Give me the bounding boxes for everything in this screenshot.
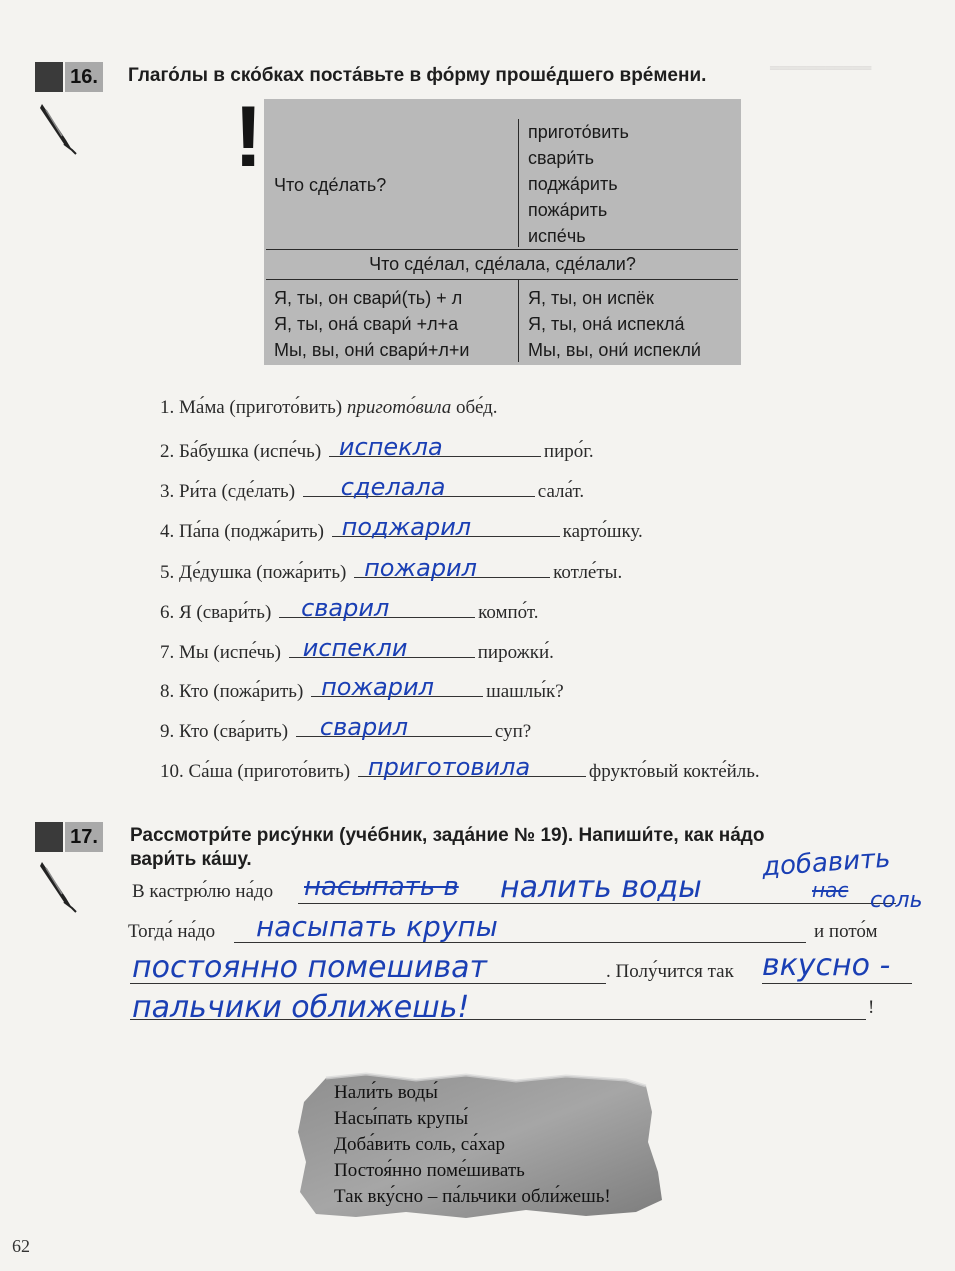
table-divider-vertical [518, 280, 519, 362]
verb: испе́чь [528, 226, 586, 246]
handwritten-answer: налить воды [500, 870, 702, 905]
past-form: Я, ты, он свари́(ть) + л [274, 288, 463, 308]
recipe-step: Нали́ть воды́ [334, 1082, 438, 1103]
handwritten-answer: испекла [338, 433, 443, 461]
handwritten-answer: приготовила [367, 753, 531, 781]
struck-handwriting: насыпать в [304, 872, 459, 902]
pen-icon [36, 100, 80, 156]
exercise-item [160, 634, 554, 665]
item-suffix: суп? [494, 721, 532, 742]
table-divider-horizontal [266, 249, 738, 250]
pen-icon [36, 858, 80, 914]
verb: пригото́вить [528, 122, 629, 142]
past-forms-left [274, 285, 469, 363]
past-form: Я, ты, он испёк [528, 288, 654, 308]
exercise-item [160, 513, 643, 544]
exercise-item [160, 554, 623, 585]
past-form: Мы, вы, они́ испекли́ [528, 340, 701, 360]
table-divider-vertical [518, 119, 519, 247]
exclamation-icon: ! [234, 89, 263, 185]
handwritten-answer: сварил [319, 713, 409, 741]
line-2-suffix: и пото́м [814, 921, 878, 942]
handwritten-answer: пожарил [364, 554, 477, 582]
answer-field[interactable] [358, 753, 586, 781]
handwritten-answer: насыпать крупы [256, 910, 498, 943]
exercise-item [160, 433, 594, 464]
recipe-step: Постоя́нно поме́шивать [334, 1160, 525, 1181]
recipe-step: Так вку́сно – па́льчики обли́жешь! [334, 1186, 611, 1207]
verb: пожа́рить [528, 200, 608, 220]
instruction-line: вари́ть ка́шу. [130, 849, 252, 870]
instruction-line: Рассмотри́те рису́нки (уче́бник, зада́ние № 19). Напиши́те, как на́до [130, 825, 765, 846]
answer-field[interactable] [329, 433, 541, 461]
item-prefix: 6. Я (свари́ть) [160, 602, 272, 623]
exercise-17-instruction [130, 824, 764, 872]
exercise-item [160, 713, 532, 744]
answer-field[interactable] [303, 473, 535, 501]
item-suffix: пиро́г. [543, 441, 594, 462]
table-divider-horizontal [266, 279, 738, 280]
item-prefix: 5. Де́душка (пожа́рить) [160, 562, 347, 583]
bleed-through-text: ═══════════ [770, 60, 872, 75]
handwritten-answer: испекли [302, 634, 408, 662]
item-suffix: компо́т. [478, 602, 539, 623]
exercise-item [160, 396, 498, 420]
question-infinitive: Что сде́лать? [274, 175, 387, 195]
past-form: Я, ты, она́ свари́ +л+а [274, 314, 459, 334]
recipe-step: Насы́пать крупы́ [334, 1108, 469, 1129]
exercise-16-instruction: Глаго́лы в ско́бках поста́вьте в фо́рму проше́дшего вре́мени. [128, 65, 707, 86]
question-past: Что сде́лал, сде́лала, сде́лали? [369, 254, 636, 274]
line-1-prefix: В кастрю́лю на́до [132, 881, 274, 902]
item-prefix: 10. Са́ша (пригото́вить) [160, 761, 351, 782]
exercise-item [160, 594, 539, 625]
item-suffix: сала́т. [537, 481, 585, 502]
handwritten-insertion: добавить [761, 843, 892, 883]
item-example: пригото́вила [346, 397, 452, 418]
verb: поджа́рить [528, 174, 618, 194]
handwritten-answer: пальчики оближешь! [132, 990, 470, 1025]
grammar-table [264, 99, 741, 365]
exercise-16-number: 16. [65, 62, 103, 92]
item-suffix: пирожки́. [477, 642, 554, 663]
answer-field[interactable] [279, 594, 475, 622]
handwritten-answer: вкусно - [762, 948, 891, 983]
item-suffix: фрукто́вый кокте́йль. [588, 761, 760, 782]
exercise-item [160, 473, 585, 504]
page-number: 62 [12, 1236, 30, 1256]
line-3-middle: . Полу́чится так [606, 961, 734, 982]
exercise-17-number: 17. [65, 822, 103, 852]
handwritten-answer: сварил [301, 594, 390, 622]
answer-field[interactable] [296, 713, 492, 741]
line-2-prefix: Тогда́ на́до [128, 921, 216, 942]
item-suffix: котле́ты. [553, 562, 623, 583]
past-form: Я, ты, она́ испекла́ [528, 314, 685, 334]
past-forms-right [528, 285, 701, 363]
item-prefix: 9. Кто (сва́рить) [160, 721, 289, 742]
item-suffix: карто́шку. [562, 521, 643, 542]
line-4-suffix: ! [868, 997, 875, 1018]
handwritten-answer: соль [870, 888, 923, 913]
answer-field[interactable] [311, 673, 483, 701]
item-suffix: шашлы́к? [486, 681, 564, 702]
handwritten-answer: сделала [340, 473, 446, 501]
item-prefix: 3. Ри́та (сде́лать) [160, 481, 296, 502]
handwritten-answer: пожарил [321, 673, 434, 701]
answer-field[interactable] [354, 554, 550, 582]
verb: свари́ть [528, 148, 595, 168]
answer-field[interactable] [332, 513, 560, 541]
past-form: Мы, вы, они́ свари́+л+и [274, 340, 470, 360]
recipe-card-text [334, 1080, 611, 1210]
exercise-item [160, 673, 564, 704]
answer-field[interactable] [289, 634, 475, 662]
exercise-16-bar [35, 62, 63, 92]
item-prefix: 4. Па́па (поджа́рить) [160, 521, 324, 542]
handwritten-answer: постоянно помешиват [132, 950, 488, 985]
handwritten-answer: поджарил [341, 513, 472, 541]
item-prefix: 8. Кто (пожа́рить) [160, 681, 304, 702]
recipe-step: Доба́вить соль, са́хар [334, 1134, 506, 1155]
item-prefix: 2. Ба́бушка (испе́чь) [160, 441, 322, 462]
exercise-17-bar [35, 822, 63, 852]
struck-handwriting: нас [812, 878, 849, 902]
item-prefix: 7. Мы (испе́чь) [160, 642, 282, 663]
verb-list [528, 119, 629, 249]
item-prefix: 1. Ма́ма (пригото́вить) [160, 397, 347, 418]
item-suffix: обе́д. [451, 397, 498, 418]
exercise-item [160, 753, 760, 784]
